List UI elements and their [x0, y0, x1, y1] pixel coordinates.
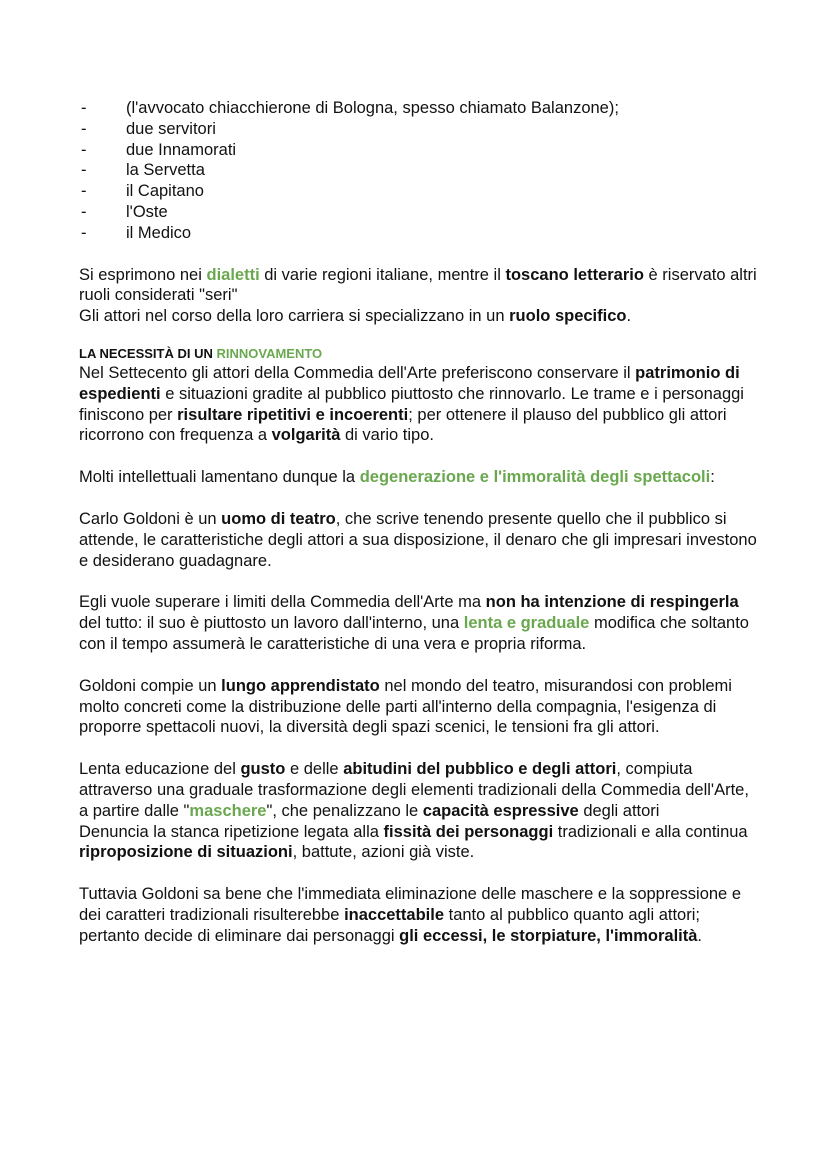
list-item-text: l'Oste — [126, 202, 168, 221]
list-item-text: due servitori — [126, 119, 216, 138]
list-item — [79, 140, 759, 161]
list-item — [79, 98, 759, 119]
list-marker: - — [81, 119, 87, 138]
list-marker: - — [81, 140, 87, 159]
characters-list — [79, 98, 759, 244]
list-item-text: (l'avvocato chiacchierone di Bologna, spesso chiamato Balanzone); — [126, 99, 619, 117]
list-item — [79, 119, 759, 140]
heading-highlight: RINNOVAMENTO — [216, 345, 323, 361]
list-item — [79, 202, 759, 223]
list-item-text: la Servetta — [126, 161, 205, 180]
paragraph-apprendistato: Goldoni compie un lungo apprendistato nel mondo del teatro, misurandosi con problemi molto concreti come la distribuzione delle parti all'interno della compagnia, l'esigenza di proporre spettacoli nuovi, la diversità degli spazi scenici, le tensioni fra gli attori. — [79, 676, 732, 737]
list-marker: - — [81, 99, 87, 117]
highlight-lenta-graduale: lenta e graduale — [463, 614, 590, 633]
list-item — [79, 223, 759, 244]
list-marker: - — [81, 202, 87, 221]
paragraph-caratteri: dei caratteri tradizionali risulterebbe inaccettabile tanto al pubblico quanto agli attori; pertanto decide di eliminare dai personaggi gli eccessi, le storpiature, l'immoralità. — [79, 905, 703, 945]
list-marker: - — [81, 182, 87, 201]
section-heading: LA NECESSITÀ DI UN RINNOVAMENTO — [79, 345, 323, 361]
list-marker: - — [81, 223, 87, 242]
paragraph-goldoni-teatro: Carlo Goldoni è un uomo di teatro, che scrive tenendo presente quello che il pubblico si attende, le caratteristiche degli attori a sua disposizione, il denaro che gli impresari investono e desiderano guadagnare. — [79, 509, 757, 570]
highlight-dialetti: dialetti — [206, 265, 260, 284]
list-item-text: il Capitano — [126, 182, 204, 201]
list-marker: - — [81, 161, 87, 180]
paragraph-tuttavia: Tuttavia Goldoni sa bene che l'immediata eliminazione delle maschere e la soppressione e — [79, 885, 741, 904]
list-item — [79, 181, 759, 202]
paragraph-dialects: Si esprimono nei dialetti di varie regioni italiane, mentre il toscano letterario è riservato altri ruoli considerati "seri" — [79, 265, 757, 305]
list-item-text: due Innamorati — [126, 140, 237, 159]
paragraph-denuncia: Denuncia la stanca ripetizione legata alla fissità dei personaggi tradizionali e alla continua riproposizione di situazioni, battute, azioni già viste. — [79, 822, 748, 862]
paragraph-roles: Gli attori nel corso della loro carriera si specializzano in un ruolo specifico. — [79, 307, 632, 326]
list-item-text: il Medico — [126, 223, 192, 242]
document-page — [79, 98, 759, 947]
paragraph-educazione: Lenta educazione del gusto e delle abitudini del pubblico e degli attori, compiuta attraverso una graduale trasformazione degli elementi tradizionali della Commedia dell'Arte, a partire dalle "maschere", che penalizzano le capacità espressive degli attori — [79, 760, 749, 820]
paragraph-superare-limiti: Egli vuole superare i limiti della Commedia dell'Arte ma non ha intenzione di respingerla del tutto: il suo è piuttosto un lavoro dall'interno, una lenta e graduale modifica che soltanto con il tempo assumerà le caratteristiche di una vera e propria riforma. — [79, 593, 749, 653]
bold-ruolo: ruolo specifico — [509, 307, 627, 326]
highlight-degenerazione: degenerazione e l'immoralità degli spettacoli — [359, 468, 711, 487]
list-item — [79, 160, 759, 181]
highlight-maschere: maschere — [189, 801, 267, 820]
paragraph-settecento: Nel Settecento gli attori della Commedia dell'Arte preferiscono conservare il patrimonio di espedienti e situazioni gradite al pubblico piuttosto che rinnovarlo. Le trame e i personaggi finiscono per risultare ripetitivi e incoerenti; per ottenere il plauso del pubblico gli attori ricorrono con frequenza a volgarità di vario tipo. — [79, 363, 744, 445]
paragraph-intellettuali: Molti intellettuali lamentano dunque la degenerazione e l'immoralità degli spettacoli: — [79, 468, 715, 487]
bold-toscano: toscano letterario — [505, 265, 644, 284]
